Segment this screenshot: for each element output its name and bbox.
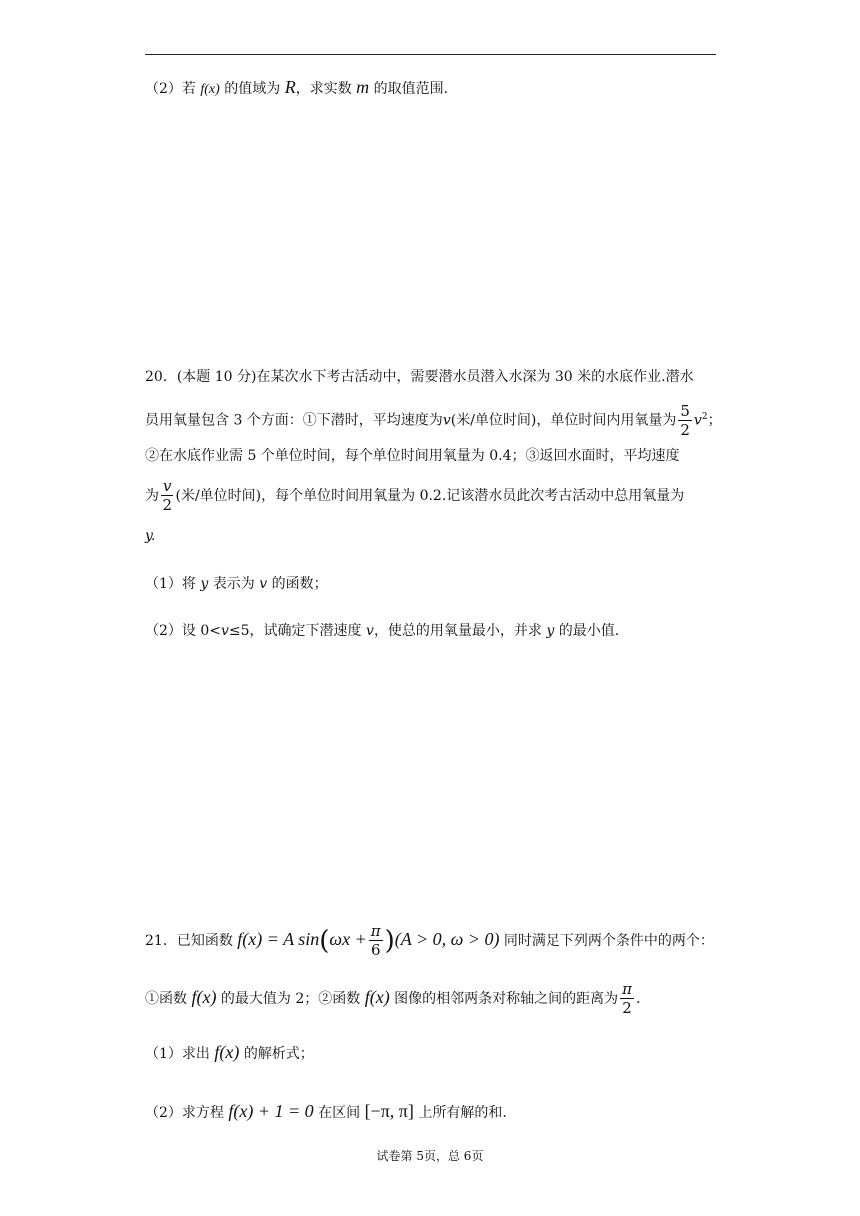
q20-part1: （1）将 y 表示为 v 的函数；: [145, 576, 328, 592]
header-rule: [145, 54, 716, 55]
fraction-five-halves: $\frac{5}{2}$: [680, 401, 690, 439]
page-footer: 试卷第 5页，总 6页: [376, 1149, 484, 1163]
q20-line1: 20．(本题 10 分)在某次水下考古活动中，需要潜水员潜入水深为 30 米的水底作业.潜水: [145, 369, 694, 385]
fraction-pi-sixth: $\frac{\pi}{6}$: [370, 922, 381, 959]
q21-line1: 21．已知函数 f(x) = A sin(ωx + $\frac{\pi}{6}$ )(A > 0, ω > 0) 同时满足下列两个条件中的两个：: [145, 922, 714, 959]
q20-part2: （2）设 0<v≤5，试确定下潜速度 v，使总的用氧量最小，并求 y 的最小值.: [145, 623, 620, 639]
q19-part2: （2）若 f(x) 的值域为 R，求实数 m 的取值范围.: [145, 77, 449, 97]
fraction-pi-half: $\frac{\pi}{2}$: [622, 980, 632, 1017]
q20-line5: y.: [145, 528, 156, 544]
q20-line3: ②在水底作业需 5 个单位时间，每个单位时间用氧量为 0.4；③返回水面时，平均速度: [145, 448, 680, 464]
q21-part1: （1）求出 f(x) 的解析式；: [145, 1042, 314, 1062]
q20-line2: 员用氧量包含 3 个方面：①下潜时，平均速度为v(米/单位时间)，单位时间内用氧量为 $\frac{5}{2}$ $v^2$；: [145, 401, 722, 439]
q21-part2: （2）求方程 f(x) + 1 = 0 在区间 [−π, π] 上所有解的和.: [145, 1101, 507, 1121]
q20-line4: 为 $\frac{v}{2}$ (米/单位时间)，每个单位时间用氧量为 0.2.记该潜水员此次考古活动中总用氧量为: [145, 477, 685, 514]
fraction-v-half: $\frac{v}{2}$: [162, 477, 173, 514]
q21-line2: ①函数 f(x) 的最大值为 2；②函数 f(x) 图像的相邻两条对称轴之间的距离为 $\frac{\pi}{2}$ .: [145, 980, 641, 1017]
